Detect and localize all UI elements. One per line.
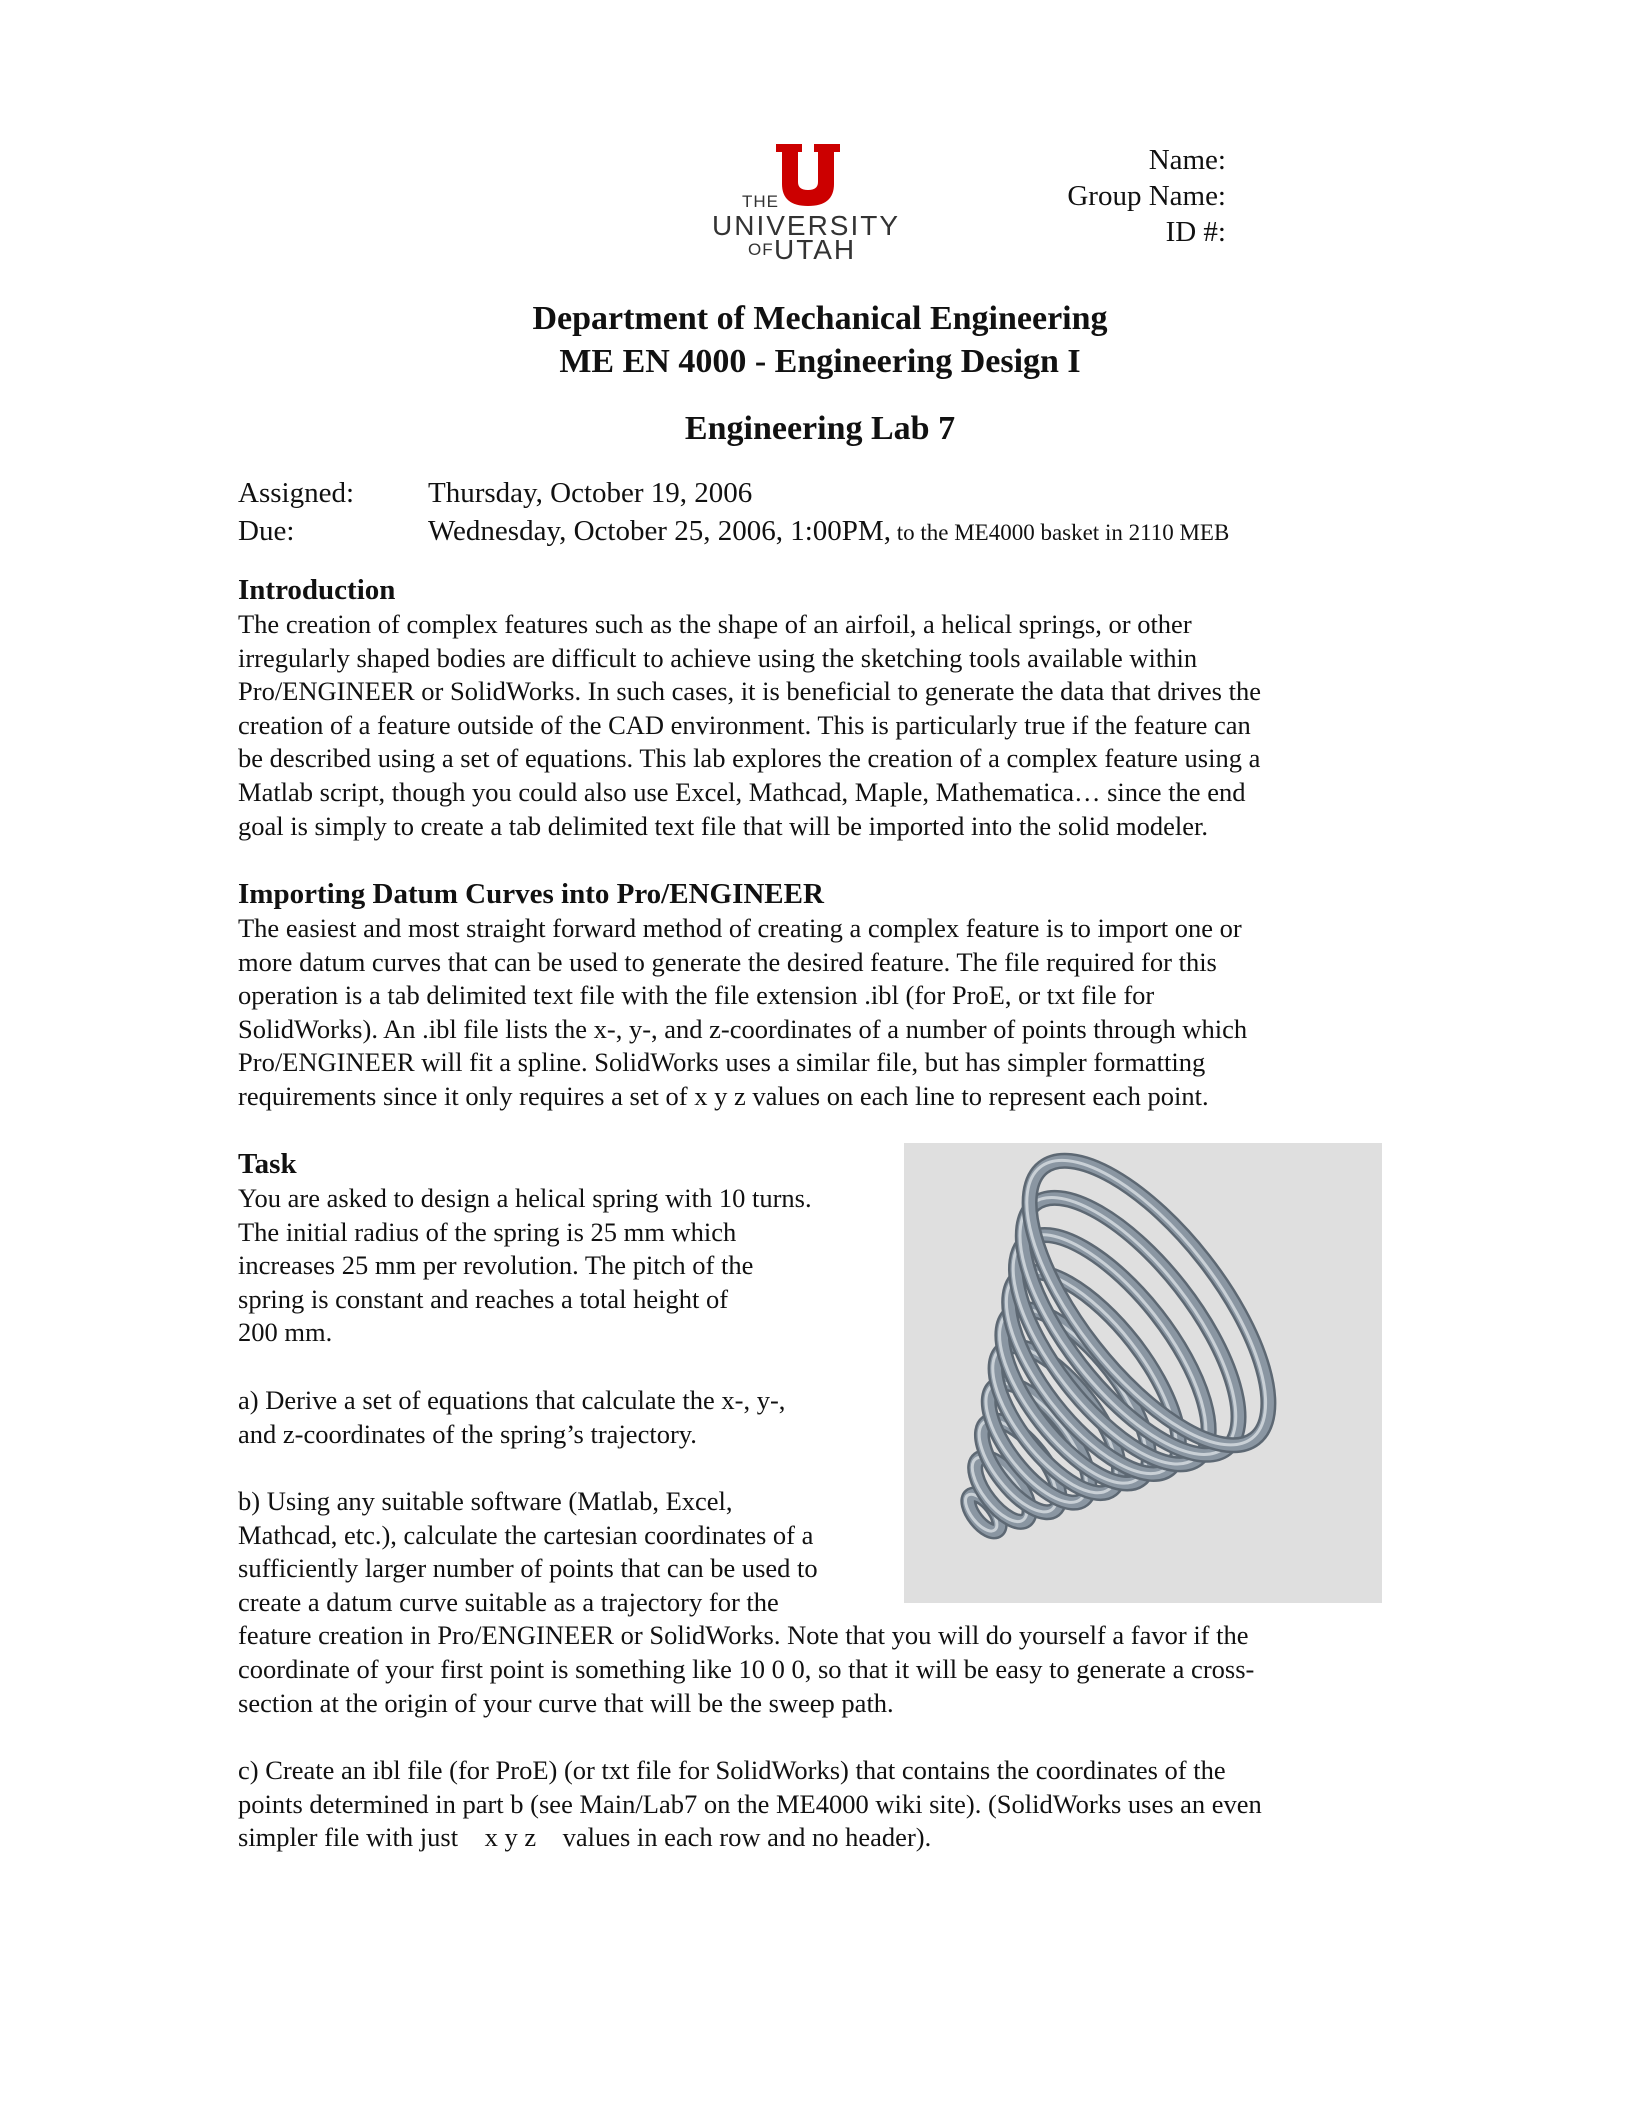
intro-line: creation of a feature outside of the CAD environment. This is particularly true if the feature can bbox=[238, 709, 1251, 740]
due-date bbox=[428, 515, 1229, 548]
task-line: You are asked to design a helical spring with 10 turns. bbox=[238, 1183, 812, 1213]
due-label: Due: bbox=[238, 515, 295, 547]
importing-line: more datum curves that can be used to generate the desired feature. The file required for this bbox=[238, 946, 1217, 977]
task-intro-paragraph bbox=[238, 1182, 898, 1350]
logo-utah: UTAH bbox=[774, 234, 857, 265]
part-c-line: points determined in part b (see Main/Lab7 on the ME4000 wiki site). (SolidWorks uses an even bbox=[238, 1788, 1262, 1819]
importing-line: SolidWorks). An .ibl file lists the x-, y-, and z-coordinates of a number of points through which bbox=[238, 1013, 1248, 1044]
introduction-paragraph bbox=[238, 608, 1380, 843]
intro-line: Pro/ENGINEER or SolidWorks. In such cases, it is beneficial to generate the data that drives the bbox=[238, 676, 1261, 707]
importing-heading: Importing Datum Curves into Pro/ENGINEER bbox=[238, 878, 824, 910]
logo-university: UNIVERSITY bbox=[712, 210, 901, 241]
university-logo bbox=[712, 140, 901, 275]
student-info-fields bbox=[1000, 142, 1226, 250]
intro-line: be described using a set of equations. This lab explores the creation of a complex feature using a bbox=[238, 743, 1261, 774]
part-b-line: sufficiently larger number of points that can be used to bbox=[238, 1553, 818, 1584]
task-heading: Task bbox=[238, 1148, 297, 1180]
due-date-value: Wednesday, October 25, 2006, 1:00PM, bbox=[428, 515, 891, 547]
conical-spring-figure bbox=[904, 1143, 1382, 1603]
part-c-line: c) Create an ibl file (for ProE) (or txt file for SolidWorks) that contains the coordinates of the bbox=[238, 1755, 1226, 1785]
intro-line: irregularly shaped bodies are difficult to achieve using the sketching tools available within bbox=[238, 642, 1198, 673]
part-b-line: feature creation in Pro/ENGINEER or SolidWorks. Note that you will do yourself a favor if the bbox=[238, 1620, 1249, 1651]
part-b-line: create a datum curve suitable as a trajectory for the bbox=[238, 1586, 779, 1617]
task-line: 200 mm. bbox=[238, 1317, 333, 1348]
helical-spring-image bbox=[904, 1143, 1382, 1603]
task-part-c bbox=[238, 1754, 1380, 1855]
department-title: Department of Mechanical Engineering bbox=[532, 300, 1108, 337]
part-c-line: simpler file with just x y z values in each row and no header). bbox=[238, 1822, 932, 1853]
importing-line: The easiest and most straight forward method of creating a complex feature is to import one or bbox=[238, 913, 1242, 943]
intro-line: goal is simply to create a tab delimited text file that will be imported into the solid modeler. bbox=[238, 810, 1208, 841]
part-b-line: Mathcad, etc.), calculate the cartesian coordinates of a bbox=[238, 1519, 814, 1550]
logo-the: THE bbox=[742, 192, 779, 211]
task-line: spring is constant and reaches a total height of bbox=[238, 1283, 729, 1314]
assigned-label: Assigned: bbox=[238, 477, 354, 509]
part-b-line: coordinate of your first point is something like 10 0 0, so that it will be easy to generate a cross- bbox=[238, 1653, 1255, 1684]
assigned-date: Thursday, October 19, 2006 bbox=[428, 477, 753, 509]
importing-line: operation is a tab delimited text file with the file extension .ibl (for ProE, or txt file for bbox=[238, 980, 1155, 1011]
due-note: to the ME4000 basket in 2110 MEB bbox=[890, 520, 1230, 545]
task-line: increases 25 mm per revolution. The pitch of the bbox=[238, 1250, 754, 1281]
name-label: Name: bbox=[1148, 144, 1226, 176]
part-a-line: a) Derive a set of equations that calculate the x-, y-, bbox=[238, 1385, 786, 1415]
lab-title: Engineering Lab 7 bbox=[684, 410, 956, 447]
group-name-label: Group Name: bbox=[1067, 180, 1226, 212]
importing-paragraph bbox=[238, 912, 1380, 1114]
intro-line: The creation of complex features such as the shape of an airfoil, a helical springs, or other bbox=[238, 609, 1192, 639]
logo-of: OF bbox=[748, 240, 774, 259]
course-title: ME EN 4000 - Engineering Design I bbox=[559, 343, 1081, 380]
id-label: ID #: bbox=[1165, 216, 1226, 248]
introduction-heading: Introduction bbox=[238, 574, 396, 606]
part-b-line: b) Using any suitable software (Matlab, Excel, bbox=[238, 1486, 733, 1516]
task-line: The initial radius of the spring is 25 mm which bbox=[238, 1216, 737, 1247]
block-u-icon bbox=[776, 144, 840, 206]
task-part-a bbox=[238, 1384, 898, 1451]
importing-line: Pro/ENGINEER will fit a spline. SolidWorks uses a similar file, but has simpler formatting bbox=[238, 1047, 1206, 1078]
intro-line: Matlab script, though you could also use Excel, Mathcad, Maple, Mathematica… since the end bbox=[238, 776, 1246, 807]
part-b-line: section at the origin of your curve that will be the sweep path. bbox=[238, 1687, 894, 1718]
importing-line: requirements since it only requires a set of x y z values on each line to represent each point. bbox=[238, 1080, 1209, 1111]
part-a-line: and z-coordinates of the spring’s trajectory. bbox=[238, 1418, 697, 1449]
